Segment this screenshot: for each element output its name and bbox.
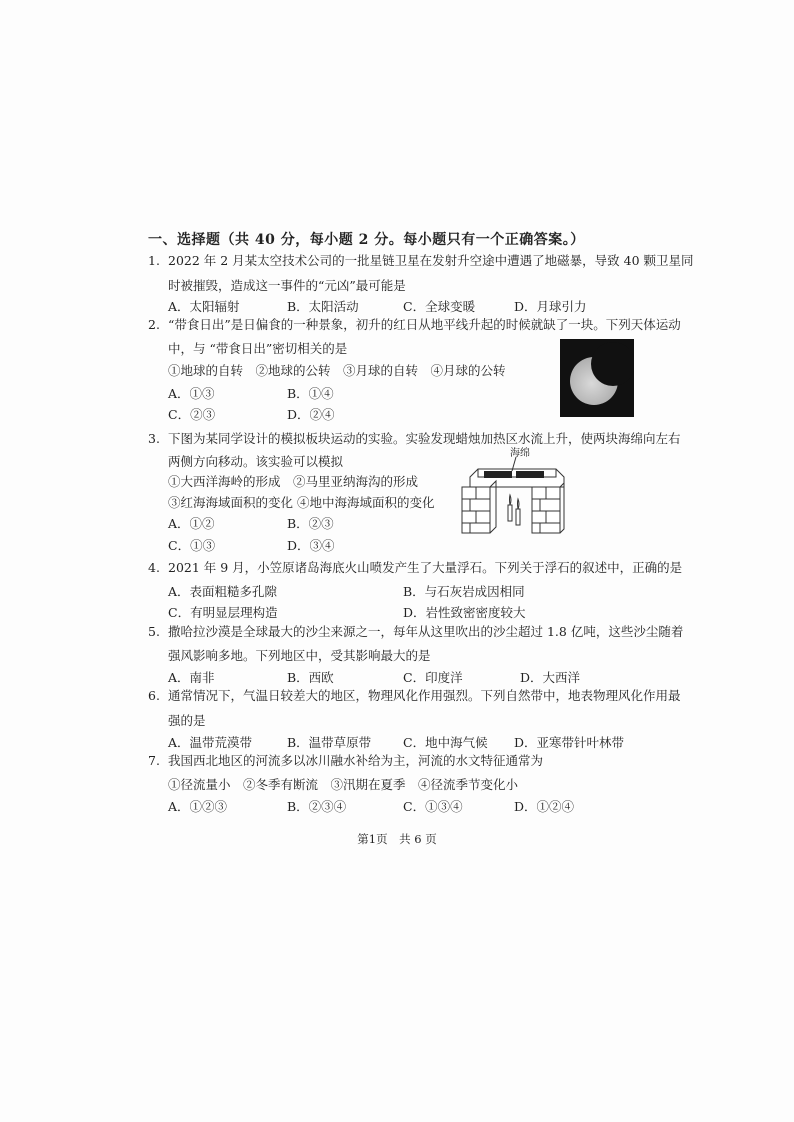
option-c: C．地中海气候 (403, 735, 488, 750)
question-4 (148, 557, 682, 579)
question-text-line: ③红海海域面积的变化 ④地中海海域面积的变化 (168, 495, 435, 510)
option-d: D．①②④ (514, 799, 575, 814)
experiment-diagram (456, 447, 568, 535)
question-3 (148, 428, 681, 450)
page-footer: 第1页 共 6 页 (357, 832, 437, 846)
option-a: A．①② (168, 516, 215, 531)
question-text-line: ①径流量小 ②冬季有断流 ③汛期在夏季 ④径流季节变化小 (168, 777, 519, 792)
option-b: B．②③④ (287, 799, 347, 814)
question-1 (148, 250, 694, 272)
option-a: A．①②③ (168, 799, 228, 814)
option-d: D．③④ (287, 538, 335, 553)
option-a: A．表面粗糙多孔隙 (168, 584, 278, 599)
plate-motion-apparatus (456, 447, 568, 535)
question-text-line: 时被摧毁，造成这一事件的“元凶”最可能是 (168, 278, 406, 293)
question-number: 4. (148, 560, 160, 575)
option-d: D．②④ (287, 407, 335, 422)
question-number: 6. (148, 688, 160, 703)
eclipse-photo (560, 339, 634, 417)
question-6 (148, 685, 681, 707)
option-c: C．有明显层理构造 (168, 605, 278, 620)
option-c: C．②③ (168, 407, 216, 422)
option-c: C．①③ (168, 538, 216, 553)
question-7 (148, 750, 543, 772)
option-a: A．温带荒漠带 (168, 735, 253, 750)
question-number: 1. (148, 253, 160, 268)
option-c: C．印度洋 (403, 670, 463, 685)
question-number: 7. (148, 753, 160, 768)
section-title: 一、选择题（共 40 分，每小题 2 分。每小题只有一个正确答案。） (148, 232, 585, 248)
question-text-line: 我国西北地区的河流多以冰川融水补给为主，河流的水文特征通常为 (168, 753, 544, 768)
option-a: A．南非 (168, 670, 215, 685)
option-b: B．①④ (287, 386, 334, 401)
question-number: 2. (148, 317, 160, 332)
option-d: D．大西洋 (520, 670, 581, 685)
question-number: 3. (148, 431, 160, 446)
question-text-line: 中，与 “带食日出”密切相关的是 (168, 341, 348, 356)
option-d: D．月球引力 (514, 299, 587, 314)
question-5 (148, 621, 683, 643)
question-text-line: 通常情况下，气温日较差大的地区，物理风化作用强烈。下列自然带中，地表物理风化作用最 (168, 688, 681, 703)
question-text-line: ①大西洋海岭的形成 ②马里亚纳海沟的形成 (168, 474, 419, 489)
option-d: D．岩性致密密度较大 (403, 605, 526, 620)
option-a: A．太阳辐射 (168, 299, 240, 314)
question-number: 5. (148, 624, 160, 639)
option-b: B．太阳活动 (287, 299, 359, 314)
question-text-line: 强的是 (168, 713, 206, 728)
option-b: B．温带草原带 (287, 735, 372, 750)
question-text-line: 撒哈拉沙漠是全球最大的沙尘来源之一，每年从这里吹出的沙尘超过 1.8 亿吨，这些沙尘随着 (168, 624, 684, 639)
option-b: B．西欧 (287, 670, 334, 685)
question-text-line: 2022 年 2 月某太空技术公司的一批星链卫星在发射升空途中遭遇了地磁暴，导致 40 颗卫星同 (168, 253, 694, 268)
sponge-label: 海绵 (510, 448, 530, 459)
question-text-line: 两侧方向移动。该实验可以模拟 (168, 454, 344, 469)
option-c: C．全球变暖 (403, 299, 476, 314)
option-c: C．①③④ (403, 799, 463, 814)
option-b: B．②③ (287, 516, 334, 531)
option-a: A．①③ (168, 386, 215, 401)
question-2 (148, 314, 681, 336)
question-text-line: ①地球的自转 ②地球的公转 ③月球的自转 ④月球的公转 (168, 363, 506, 378)
option-d: D．亚寒带针叶林带 (514, 735, 625, 750)
partial-eclipse-image (560, 339, 634, 417)
option-b: B．与石灰岩成因相同 (403, 584, 525, 599)
question-text-line: “带食日出”是日偏食的一种景象，初升的红日从地平线升起的时候就缺了一块。下列天体运动 (168, 317, 681, 332)
question-text-line: 2021 年 9 月，小笠原诸岛海底火山喷发产生了大量浮石。下列关于浮石的叙述中，正确的是 (168, 560, 683, 575)
question-text-line: 强风影响多地。下列地区中，受其影响最大的是 (168, 648, 431, 663)
question-text-line: 下图为某同学设计的模拟板块运动的实验。实验发现蜡烛加热区水流上升，使两块海绵向左右 (168, 431, 681, 446)
